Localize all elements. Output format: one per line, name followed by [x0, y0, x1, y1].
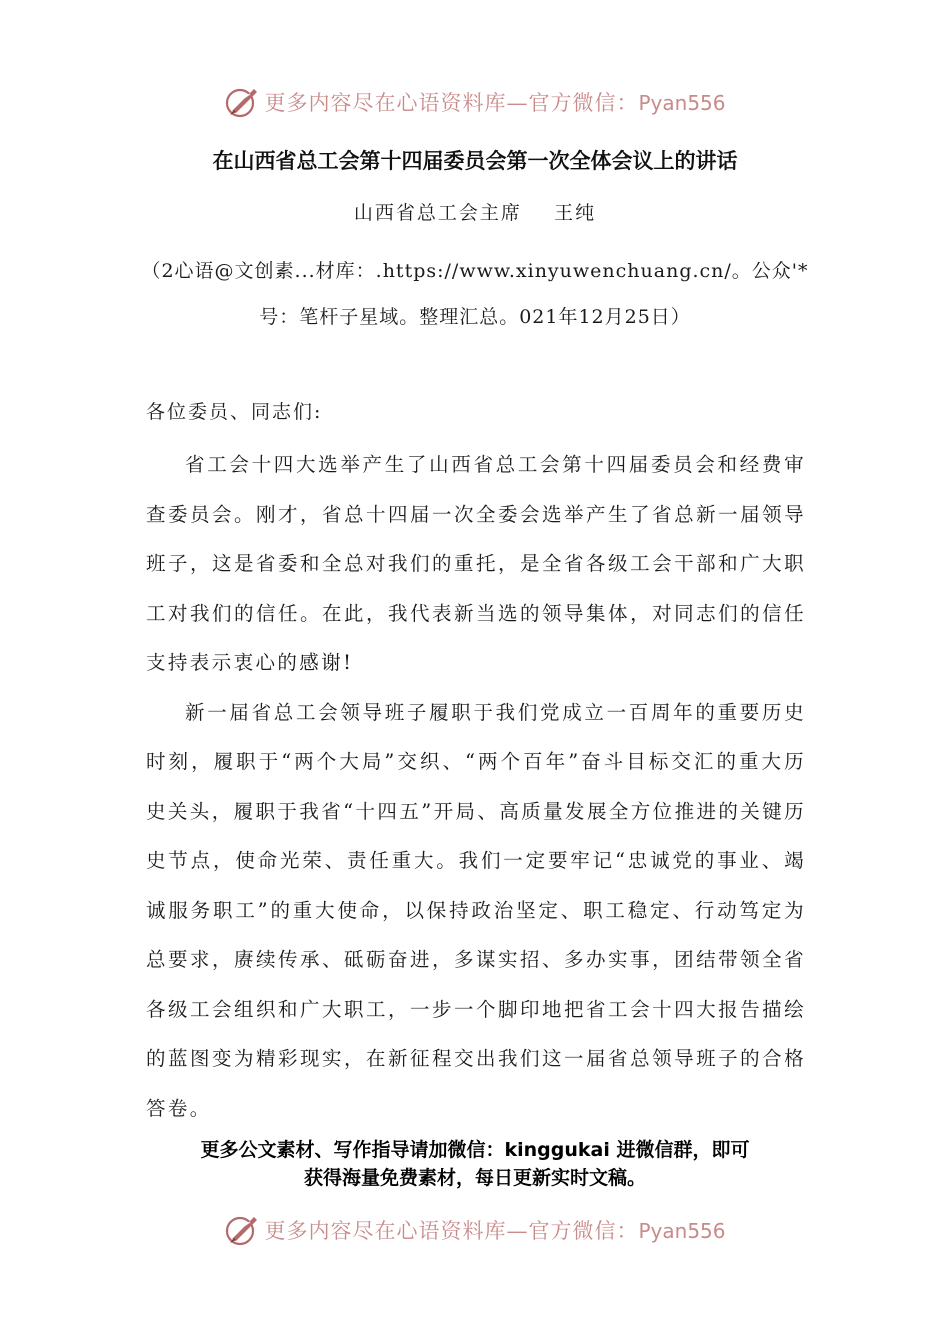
- watermark-wechat-id: Pyan556: [638, 91, 726, 115]
- source-note: [120, 248, 830, 340]
- watermark-text: 更多内容尽在心语资料库—官方微信：Pyan556: [264, 1219, 726, 1243]
- watermark-top: [0, 80, 950, 124]
- source-line-1: （2心语@文创素...材库：.https://www.xinyuwenchuang.cn/。公众'*: [141, 260, 809, 282]
- quill-logo-icon: [224, 1212, 260, 1248]
- promo-line-2: 获得海量免费素材，每日更新实时文稿。: [303, 1167, 646, 1189]
- promo-notice: [0, 1136, 950, 1192]
- quill-logo-icon: [224, 84, 260, 120]
- source-line-2: 号：笔杆子星域。整理汇总。021年12月25日）: [259, 306, 691, 328]
- body-paragraph: 新一届省总工会领导班子履职于我们党成立一百周年的重要历史时刻，履职于“两个大局”交织、“两个百年”奋斗目标交汇的重大历史关头，履职于我省“十四五”开局、高质量发展全方位推进的关键历史节点，使命光荣、责任重大。我们一定要牢记“忠诚党的事业、竭诚服务职工”的重大使命，以保持政治坚定、职工稳定、行动笃定为总要求，赓续传承、砥砺奋进，多谋实招、多办实事，团结带领全省各级工会组织和广大职工，一步一个脚印地把省工会十四大报告描绘的蓝图变为精彩现实，在新征程交出我们这一届省总领导班子的合格答卷。: [146, 700, 806, 1120]
- salutation: 各位委员、同志们:: [146, 401, 323, 423]
- watermark-text: 更多内容尽在心语资料库—官方微信：Pyan556: [264, 91, 726, 115]
- watermark-bottom: [0, 1208, 950, 1252]
- promo-line-1: 更多公文素材、写作指导请加微信：kinggukai 进微信群，即可: [200, 1139, 750, 1161]
- speech-body: [146, 440, 806, 1133]
- body-paragraph: 省工会十四大选举产生了山西省总工会第十四届委员会和经费审查委员会。刚才，省总十四届一次全委会选举产生了省总新一届领导班子，这是省委和全总对我们的重托，是全省各级工会干部和广大职工对我们的信任。在此，我代表新当选的领导集体，对同志们的信任支持表示衷心的感谢!: [146, 453, 806, 674]
- watermark-wechat-id: Pyan556: [638, 1219, 726, 1243]
- author-line: 山西省总工会主席 王纯: [353, 202, 597, 224]
- document-title: 在山西省总工会第十四届委员会第一次全体会议上的讲话: [212, 148, 738, 173]
